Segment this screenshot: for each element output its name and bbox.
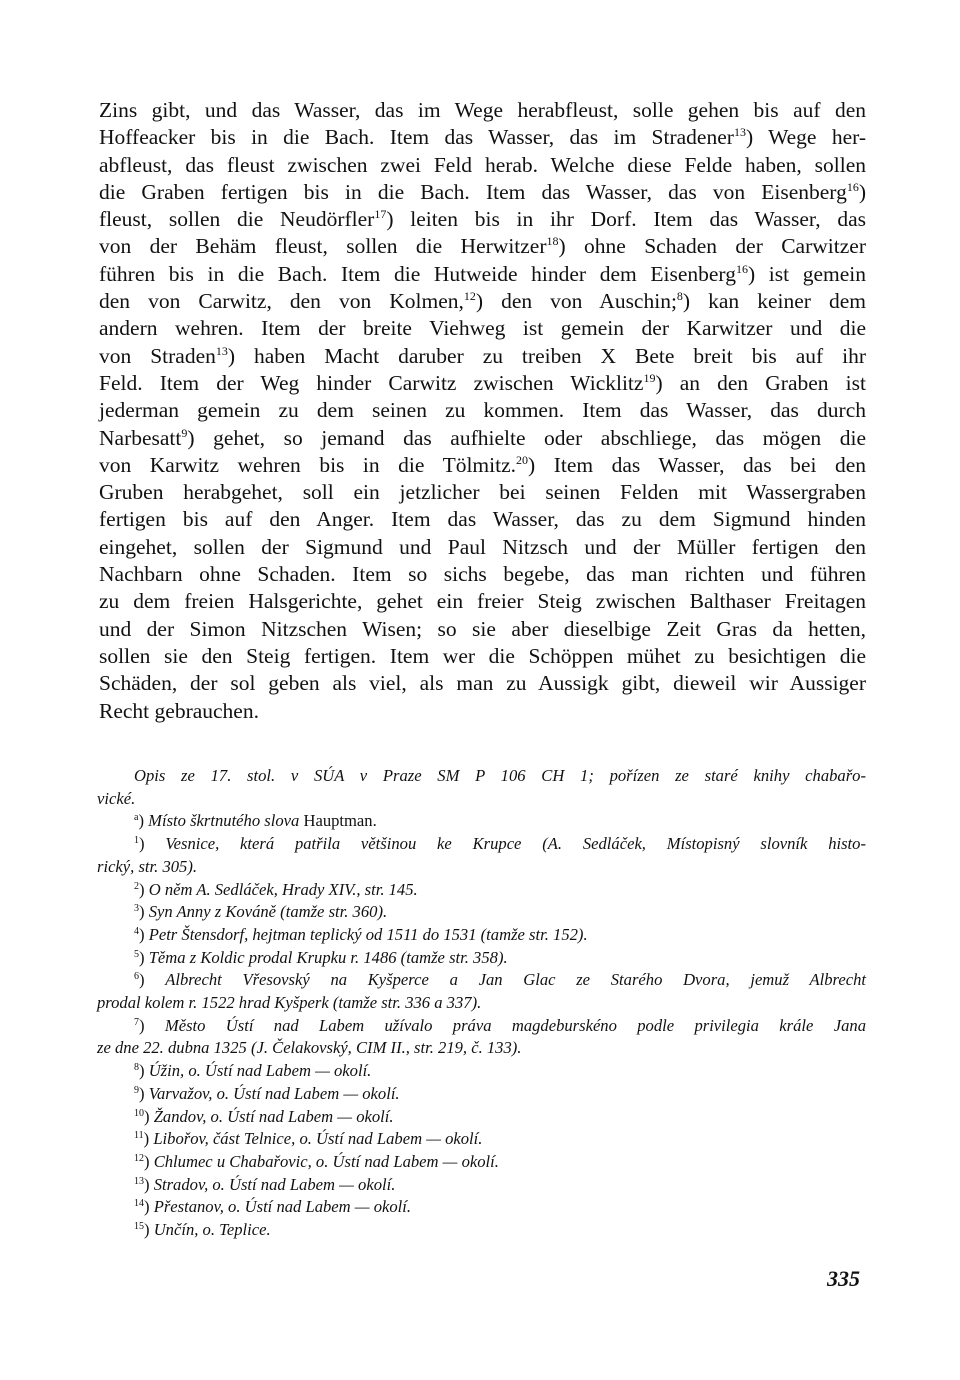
footnote-text: rický, str. 305). xyxy=(97,856,198,876)
footnote-number: 8 xyxy=(134,1062,139,1074)
main-body-text xyxy=(99,97,866,725)
text-line xyxy=(99,397,866,424)
footnote-line xyxy=(97,901,866,924)
footnote-reference: 13 xyxy=(733,125,746,140)
footnote-line xyxy=(97,1196,866,1219)
text-line xyxy=(99,670,866,697)
footnote-text: O něm A. Sedláček, Hrady XIV., str. 145. xyxy=(148,879,418,899)
text-segment: Recht gebrauchen. xyxy=(99,698,259,723)
footnote-number: 14 xyxy=(134,1198,144,1210)
source-note-line-2: vické. xyxy=(97,788,136,808)
footnote-line xyxy=(97,833,866,856)
footnote-marker: $^{12}$) xyxy=(134,1151,154,1171)
footnote-line xyxy=(97,1128,866,1151)
text-segment: sollen sie den Steig fertigen. Item wer die Schöppen mühet zu besichtigen die xyxy=(99,643,866,668)
text-segment: ) leiten bis in ihr Dorf. Item das Wasser, das xyxy=(386,207,866,232)
footnote-line xyxy=(97,879,866,902)
text-line xyxy=(99,152,866,179)
text-line xyxy=(99,506,866,533)
source-note-line-1: Opis ze 17. stol. v SÚA v Praze SM P 106 CH 1; pořízen ze staré knihy chabařo- xyxy=(134,766,866,785)
footnote-text: Přestanov, o. Ústí nad Labem — okolí. xyxy=(153,1197,412,1217)
text-segment: und der Simon Nitzschen Wisen; so sie aber dieselbige Zeit Gras da hetten, xyxy=(99,616,866,641)
footnote-line xyxy=(97,1219,866,1242)
text-line xyxy=(99,179,866,206)
footnote-number: 12 xyxy=(134,1152,144,1164)
footnote-line xyxy=(97,924,866,947)
footnote-reference: 13 xyxy=(215,343,228,358)
footnote-number: a xyxy=(134,812,139,824)
text-line xyxy=(99,698,866,725)
footnote-line xyxy=(97,1037,866,1060)
footnote-line xyxy=(97,1151,866,1174)
footnote-text: Varvažov, o. Ústí nad Labem — okolí. xyxy=(148,1083,400,1103)
footnote-number: 5 xyxy=(134,948,139,960)
footnote-number: 10 xyxy=(134,1107,144,1119)
text-segment: ) ist gemein xyxy=(747,261,866,286)
text-segment: ) Item das Wasser, das bei den xyxy=(528,452,866,477)
footnote-text: Místo škrtnutého slova xyxy=(148,811,300,831)
text-segment: ) den von Auschin; xyxy=(475,289,677,314)
footnote-line xyxy=(97,969,866,992)
footnote-text: Úžin, o. Ústí nad Labem — okolí. xyxy=(148,1061,372,1081)
footnote-reference: 16 xyxy=(846,179,859,194)
text-segment: ) kan keiner dem xyxy=(682,289,866,314)
footnote-reference: 8 xyxy=(676,289,683,304)
footnote-reference: 12 xyxy=(463,289,476,304)
footnote-text: Stradov, o. Ústí nad Labem — okolí. xyxy=(153,1174,396,1194)
footnote-text: Libořov, část Telnice, o. Ústí nad Labem — okolí. xyxy=(153,1129,483,1149)
text-segment: Gruben herabgehet, soll ein jetzlicher bei seinen Felden mit Wassergraben xyxy=(99,480,866,505)
footnote-roman-text: Hauptman. xyxy=(299,811,377,831)
text-line xyxy=(99,315,866,342)
text-segment: andern wehren. Item der breite Viehweg ist gemein der Karwitzer und die xyxy=(99,316,866,341)
footnote-line xyxy=(97,856,866,879)
footnote-text: Těma z Koldic prodal Krupku r. 1486 (tamže str. 358). xyxy=(148,947,508,967)
text-segment: ) ohne Schaden der Carwitzer xyxy=(558,234,866,259)
text-segment: Hoffeacker bis in die Bach. Item das Wasser, das im Stradener xyxy=(99,125,734,150)
footnote-text: Žandov, o. Ústí nad Labem — okolí. xyxy=(153,1106,394,1126)
text-segment: von Karwitz wehren bis in die Tölmitz. xyxy=(99,452,517,477)
text-segment: den von Carwitz, den von Kolmen, xyxy=(99,289,464,314)
text-segment: ) xyxy=(858,179,866,204)
text-line xyxy=(99,479,866,506)
text-line xyxy=(99,425,866,452)
text-line xyxy=(99,124,866,151)
text-segment: ) gehet, so jemand das aufhielte oder abschliege, das mögen die xyxy=(187,425,866,450)
footnote-number: 7 xyxy=(134,1016,139,1028)
footnote-reference: 9 xyxy=(181,425,188,440)
text-line xyxy=(99,643,866,670)
text-segment: von der Behäm fleust, sollen die Herwitzer xyxy=(99,234,547,259)
text-segment: ) an den Graben ist xyxy=(655,370,866,395)
footnote-text: Petr Štensdorf, hejtman teplický od 1511 do 1531 (tamže str. 152). xyxy=(148,924,588,944)
footnote-number: 3 xyxy=(134,903,139,915)
text-line xyxy=(99,452,866,479)
footnote-marker: $^8$) xyxy=(134,1061,149,1081)
footnote-text: prodal kolem r. 1522 hrad Kyšperk (tamže str. 336 a 337). xyxy=(97,993,482,1013)
text-line xyxy=(99,561,866,588)
footnote-marker: $^2$) xyxy=(134,879,149,899)
footnote-marker: $^3$) xyxy=(134,902,149,922)
text-segment: fertigen bis auf den Anger. Item das Wasser, das zu dem Sigmund hinden xyxy=(99,507,866,532)
footnote-marker: $^4$) xyxy=(134,924,149,944)
text-line xyxy=(99,588,866,615)
text-line xyxy=(99,206,866,233)
footnote-marker: $^a$) xyxy=(134,811,149,831)
text-segment: fleust, sollen die Neudörfler xyxy=(99,207,375,232)
footnote-number: 15 xyxy=(134,1221,144,1233)
footnote-line xyxy=(97,1083,866,1106)
footnote-marker: $^5$) xyxy=(134,947,149,967)
text-line xyxy=(99,370,866,397)
text-segment: Zins gibt, und das Wasser, das im Wege herabfleust, solle gehen bis auf den xyxy=(99,98,866,122)
footnote-number: 4 xyxy=(134,925,139,937)
footnote-line xyxy=(97,810,866,833)
text-line xyxy=(99,288,866,315)
footnote-text: ze dne 22. dubna 1325 (J. Čelakovský, CIM II., str. 219, č. 133). xyxy=(97,1038,522,1058)
footnote-number: 11 xyxy=(134,1130,144,1142)
text-segment: Schäden, der sol geben als viel, als man zu Aussigk gibt, dieweil wir Aussiger xyxy=(99,671,866,696)
text-segment: Nachbarn ohne Schaden. Item so sichs begebe, das man richten und führen xyxy=(99,562,866,587)
footnote-line xyxy=(97,1015,866,1038)
footnote-line xyxy=(97,947,866,970)
text-segment: jederman gemein zu dem seinen zu kommen. Item das Wasser, das durch xyxy=(99,398,866,423)
text-line xyxy=(99,97,866,124)
text-segment: abfleust, das fleust zwischen zwei Feld herab. Welche diese Felde haben, sollen xyxy=(99,152,866,177)
footnote-line xyxy=(97,1060,866,1083)
footnote-marker: $^9$) xyxy=(134,1083,149,1103)
text-segment: eingehet, sollen der Sigmund und Paul Nitzsch und der Müller fertigen den xyxy=(99,534,866,559)
text-line xyxy=(99,261,866,288)
footnote-marker: $^7$) xyxy=(134,1015,165,1035)
footnote-number: 13 xyxy=(134,1175,144,1187)
footnote-marker: $^{13}$) xyxy=(134,1174,154,1194)
footnote-line xyxy=(97,1174,866,1197)
footnote-text: Unčín, o. Teplice. xyxy=(153,1220,271,1240)
footnote-reference: 17 xyxy=(374,207,387,222)
text-line xyxy=(99,343,866,370)
footnote-line xyxy=(97,992,866,1015)
footnote-number: 6 xyxy=(134,971,139,983)
footnote-reference: 18 xyxy=(546,234,559,249)
footnote-reference: 20 xyxy=(516,452,529,467)
footnote-marker: $^{14}$) xyxy=(134,1197,154,1217)
text-segment: ) Wege her- xyxy=(745,125,867,150)
footnote-marker: $^1$) xyxy=(134,834,166,854)
text-segment: ) haben Macht daruber zu treiben X Bete breit bis auf ihr xyxy=(227,343,866,368)
text-segment: zu dem freien Halsgerichte, gehet ein freier Steig zwischen Balthaser Freitagen xyxy=(99,589,866,614)
text-line xyxy=(99,616,866,643)
text-segment: von Straden xyxy=(99,343,216,368)
text-line xyxy=(99,233,866,260)
footnote-marker: $^{10}$) xyxy=(134,1106,154,1126)
text-segment: Feld. Item der Weg hinder Carwitz zwischen Wicklitz xyxy=(99,370,644,395)
text-segment: Narbesatt xyxy=(99,425,182,450)
footnote-text: Syn Anny z Kováně (tamže str. 360). xyxy=(148,902,388,922)
footnote-line xyxy=(97,1106,866,1129)
footnote-number: 9 xyxy=(134,1084,139,1096)
footnote-marker: $^{11}$) xyxy=(134,1129,154,1149)
footnote-text: Město Ústí nad Labem užívalo práva magdeburskéno podle privilegia krále Jana xyxy=(164,1015,866,1035)
footnote-marker: $^{15}$) xyxy=(134,1220,154,1240)
text-line xyxy=(99,534,866,561)
footnotes-section xyxy=(97,765,866,1242)
text-segment: führen bis in die Bach. Item die Hutweide hinder dem Eisenberg xyxy=(99,261,736,286)
text-segment: die Graben fertigen bis in die Bach. Item das Wasser, das von Eisenberg xyxy=(99,179,847,204)
footnote-reference: 19 xyxy=(643,370,656,385)
footnote-text: Chlumec u Chabařovic, o. Ústí nad Labem — okolí. xyxy=(153,1151,499,1171)
footnote-text: Vesnice, která patřila většinou ke Krupce (A. Sedláček, Místopisný slovník histo- xyxy=(165,834,866,854)
footnote-text: Albrecht Vřesovský na Kyšperce a Jan Glac ze Starého Dvora, jemuž Albrecht xyxy=(165,970,866,990)
page-number: 335 xyxy=(827,1266,860,1291)
footnote-marker: $^6$) xyxy=(134,970,166,990)
footnote-reference: 16 xyxy=(735,261,748,276)
footnote-number: 2 xyxy=(134,880,139,892)
footnote-number: 1 xyxy=(134,835,139,847)
